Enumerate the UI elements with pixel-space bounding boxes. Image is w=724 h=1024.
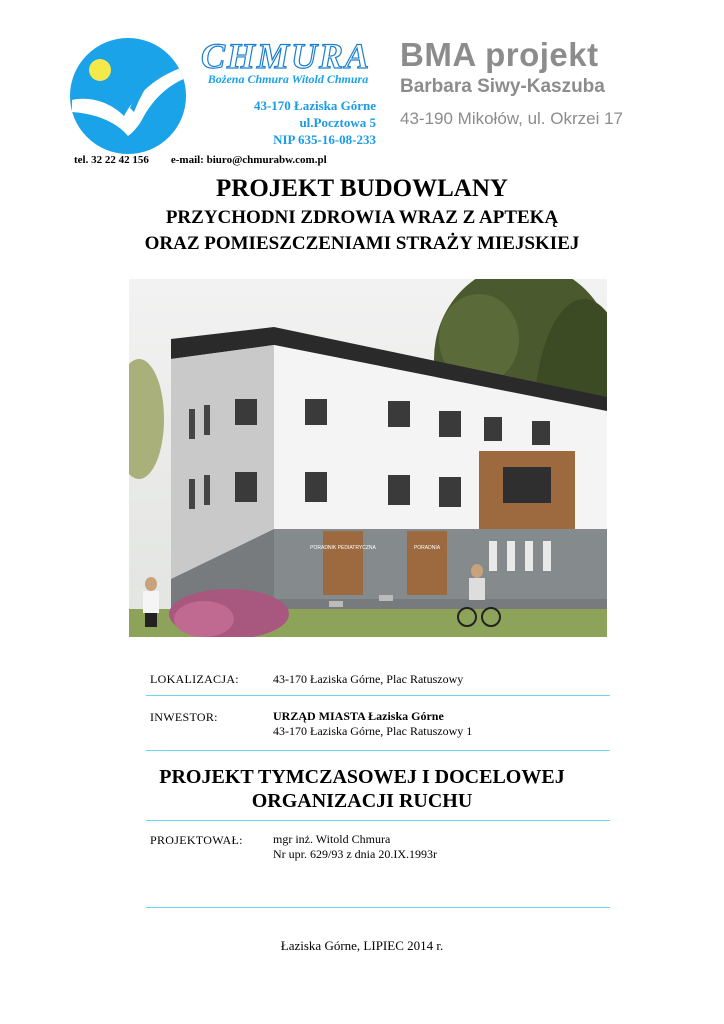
- designer-label: PROJEKTOWAŁ:: [150, 833, 243, 847]
- location-label: LOKALIZACJA:: [150, 672, 239, 686]
- company-nip: NIP 635-16-08-233: [273, 132, 376, 147]
- designer-name: mgr inż. Witold Chmura: [273, 832, 391, 846]
- partner-name: BMA projekt: [400, 36, 599, 73]
- document-subtitle-2: ORAZ POMIESZCZENIAMI STRAŻY MIEJSKIEJ: [144, 233, 580, 254]
- investor-value: [273, 709, 472, 739]
- designer-value: [273, 832, 437, 862]
- bird-sun-icon: [70, 38, 186, 154]
- divider: [146, 907, 610, 908]
- partner-address: 43-190 Mikołów, ul. Okrzei 17: [400, 109, 623, 128]
- divider: [146, 750, 610, 751]
- company-phone: tel. 32 22 42 156: [74, 154, 149, 166]
- location-value: 43-170 Łaziska Górne, Plac Ratuszowy: [273, 672, 464, 686]
- divider: [146, 695, 610, 696]
- section-title-2: ORGANIZACJI RUCHU: [251, 790, 473, 812]
- rendering-sign-left: PORADNIK PEDIATRYCZNA: [310, 545, 376, 551]
- company-email: e-mail: biuro@chmurabw.com.pl: [170, 154, 327, 166]
- designer-license: Nr upr. 629/93 z dnia 20.IX.1993r: [273, 847, 437, 861]
- document-subtitle-1: PRZYCHODNI ZDROWIA WRAZ Z APTEKĄ: [165, 207, 559, 228]
- place-and-date: Łaziska Górne, LIPIEC 2014 r.: [280, 938, 444, 953]
- company-name: CHMURA: [200, 36, 372, 76]
- partner-person: Barbara Siwy-Kaszuba: [400, 76, 605, 97]
- company-address-line2: ul.Pocztowa 5: [299, 115, 376, 130]
- company-owners: Bożena Chmura Witold Chmura: [207, 72, 369, 86]
- company-logo: [70, 38, 186, 154]
- building-rendering: [129, 279, 607, 637]
- investor-label: INWESTOR:: [150, 710, 218, 724]
- divider: [146, 820, 610, 821]
- building-illustration: [129, 279, 607, 637]
- section-title-1: PROJEKT TYMCZASOWEJ I DOCELOWEJ: [159, 766, 565, 788]
- investor-name: URZĄD MIASTA Łaziska Górne: [273, 709, 444, 723]
- investor-address: 43-170 Łaziska Górne, Plac Ratuszowy 1: [273, 724, 473, 738]
- company-address-line1: 43-170 Łaziska Górne: [253, 98, 376, 113]
- document-title: PROJEKT BUDOWLANY: [216, 175, 508, 202]
- company-contact: [74, 154, 384, 166]
- company-address: [190, 97, 376, 148]
- rendering-sign-right: PORADNIA: [413, 545, 441, 551]
